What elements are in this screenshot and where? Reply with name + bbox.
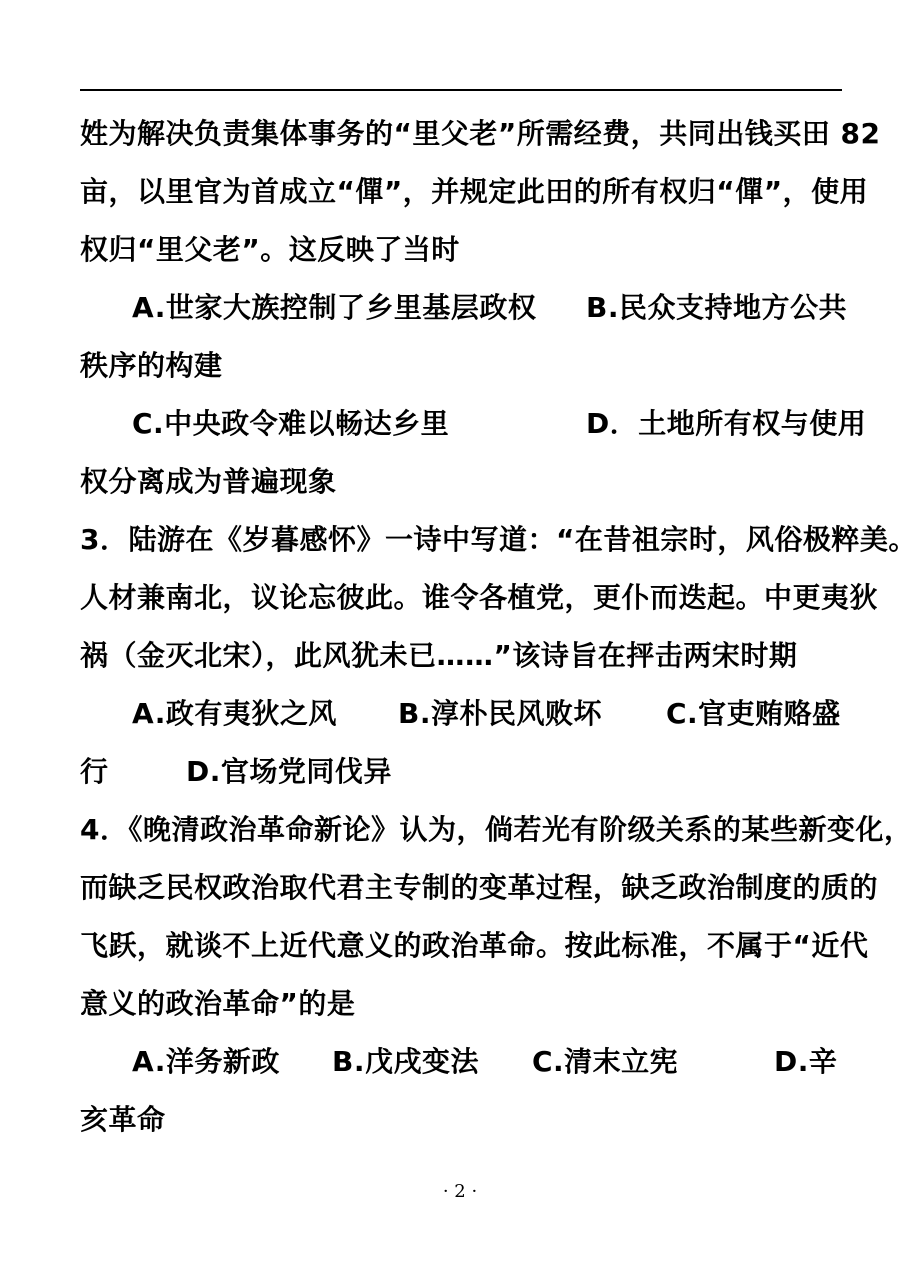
q4-stem-line-2: 而缺乏民权政治取代君主专制的变革过程，缺乏政治制度的质的	[80, 871, 879, 904]
q4-stem-line-4: 意义的政治革命”的是	[80, 987, 356, 1020]
q3-option-c-continued: 行	[80, 755, 109, 788]
q2-stem-line-1: 姓为解决负责集体事务的“里父老”所需经费，共同出钱买田 82	[80, 117, 881, 150]
q2-option-d: D．土地所有权与使用	[586, 407, 867, 440]
q4-option-d-continued: 亥革命	[80, 1103, 166, 1136]
q2-option-a: A.世家大族控制了乡里基层政权	[132, 291, 537, 324]
q3-stem-line-2: 人材兼南北，议论忘彼此。谁令各植党，更仆而迭起。中更夷狄	[80, 581, 879, 614]
header-rule	[80, 89, 842, 91]
q4-option-b: B.戊戌变法	[332, 1045, 479, 1078]
q3-stem-line-3: 祸（金灭北宋），此风犹未已……”该诗旨在抨击两宋时期	[80, 639, 798, 672]
q2-option-d-continued: 权分离成为普遍现象	[80, 465, 337, 498]
q3-option-c: C.官吏贿赂盛	[666, 697, 841, 730]
q2-stem-line-3: 权归“里父老”。这反映了当时	[80, 233, 460, 266]
page-number: · 2 ·	[442, 1181, 478, 1202]
q4-option-c: C.清末立宪	[532, 1045, 679, 1078]
q4-option-d: D.辛	[774, 1045, 838, 1078]
q4-option-a: A.洋务新政	[132, 1045, 280, 1078]
q2-option-b: B.民众支持地方公共	[586, 291, 847, 324]
q4-stem-line-1: 4．《晚清政治革命新论》认为，倘若光有阶级关系的某些新变化，	[80, 813, 913, 846]
q4-stem-line-3: 飞跃，就谈不上近代意义的政治革命。按此标准，不属于“近代	[80, 929, 869, 962]
q3-stem-line-1: 3．陆游在《岁暮感怀》一诗中写道：“在昔祖宗时，风俗极粹美。	[80, 523, 917, 556]
q2-option-b-continued: 秩序的构建	[80, 349, 223, 382]
q2-stem-line-2: 亩，以里官为首成立“僤”，并规定此田的所有权归“僤”，使用	[80, 175, 869, 208]
q3-option-d: D.官场党同伐异	[186, 755, 392, 788]
q3-option-a: A.政有夷狄之风	[132, 697, 337, 730]
q3-option-b: B.淳朴民风败坏	[398, 697, 602, 730]
q2-option-c: C.中央政令难以畅达乡里	[132, 407, 450, 440]
